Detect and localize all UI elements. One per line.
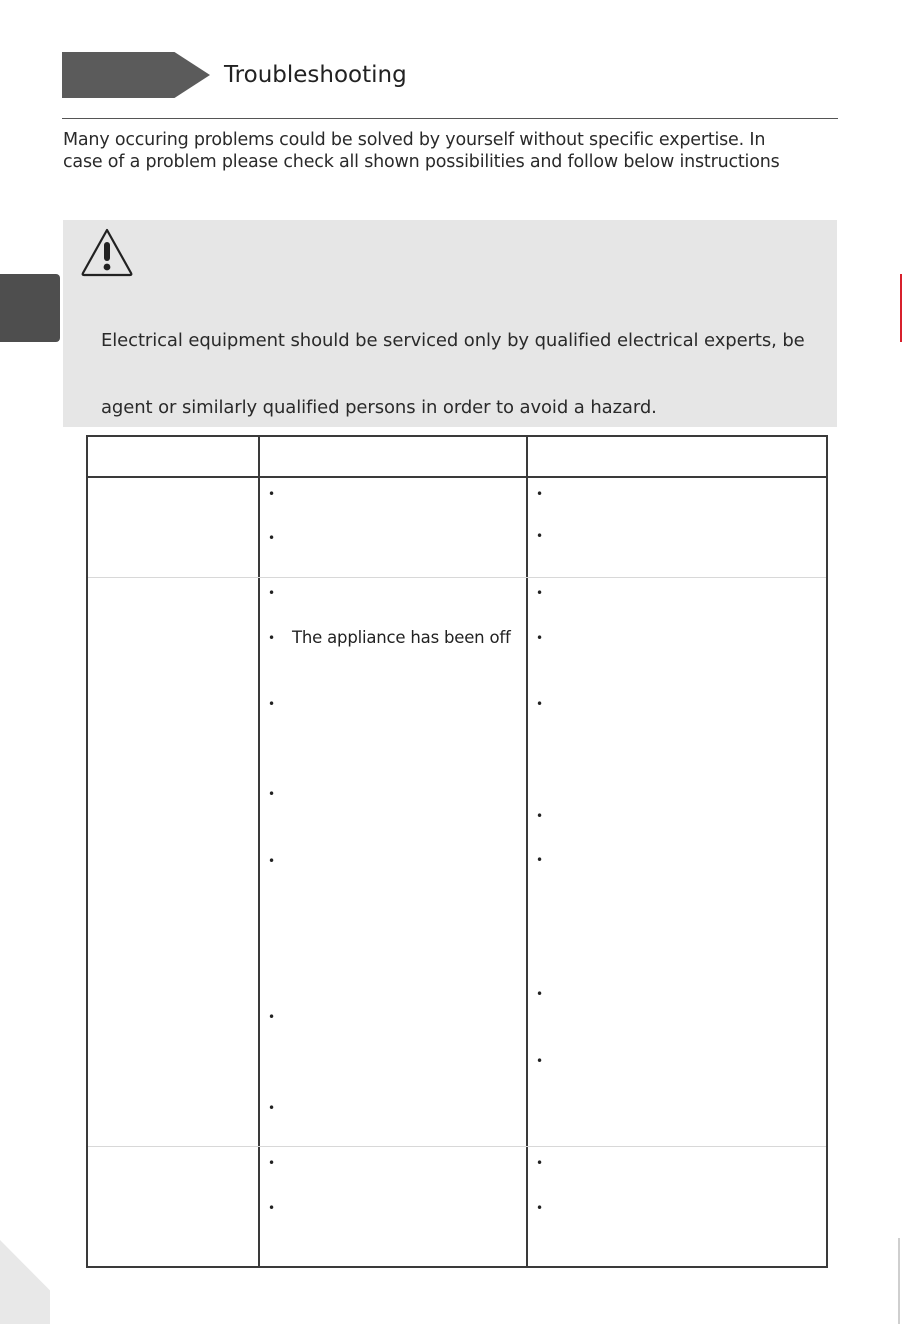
table-bullet: • xyxy=(268,787,276,801)
warning-triangle-icon xyxy=(79,226,135,278)
table-row-divider-2 xyxy=(88,1146,826,1147)
warning-box xyxy=(63,220,837,427)
table-bullet: • xyxy=(268,586,276,600)
table-column-divider-1 xyxy=(258,437,260,1266)
table-bullet: • The appliance has been off xyxy=(268,628,511,647)
table-row-divider-1 xyxy=(88,577,826,578)
table-column-divider-2 xyxy=(526,437,528,1266)
table-header-divider xyxy=(88,476,826,478)
table-bullet: • xyxy=(536,1201,544,1215)
table-bullet: • xyxy=(536,529,544,543)
table-bullet: • xyxy=(536,987,544,1001)
intro-line-1: Many occuring problems could be solved by yourself without specific expertise. In xyxy=(63,130,766,150)
table-bullet: • xyxy=(536,809,544,823)
table-bullet: • xyxy=(536,697,544,711)
table-bullet: • xyxy=(268,487,276,501)
table-bullet: • xyxy=(268,1201,276,1215)
edge-grey-marker xyxy=(898,1238,900,1324)
table-bullet: • xyxy=(268,1010,276,1024)
page-title: Troubleshooting xyxy=(224,62,407,88)
header-arrow-banner xyxy=(62,52,210,98)
side-chapter-tab xyxy=(0,274,60,342)
intro-line-2: case of a problem please check all shown possibilities and follow below instructions xyxy=(63,152,780,172)
table-bullet: • xyxy=(268,854,276,868)
intro-paragraph xyxy=(63,129,843,173)
table-bullet: • xyxy=(536,586,544,600)
warning-text-line-1: Electrical equipment should be serviced only by qualified electrical experts, be xyxy=(101,330,805,351)
table-bullet: • xyxy=(536,1054,544,1068)
table-cell-text: The appliance has been off xyxy=(292,628,511,647)
corner-decoration xyxy=(0,1240,50,1324)
warning-text-line-2: agent or similarly qualified persons in order to avoid a hazard. xyxy=(101,397,657,418)
table-bullet: • xyxy=(536,1156,544,1170)
table-bullet: • xyxy=(268,1101,276,1115)
troubleshooting-table xyxy=(86,435,828,1268)
table-bullet: • xyxy=(268,697,276,711)
table-bullet: • xyxy=(536,631,544,645)
table-bullet: • xyxy=(268,1156,276,1170)
table-bullet: • xyxy=(536,853,544,867)
table-bullet: • xyxy=(268,531,276,545)
header-divider xyxy=(62,118,838,119)
table-bullet: • xyxy=(536,487,544,501)
